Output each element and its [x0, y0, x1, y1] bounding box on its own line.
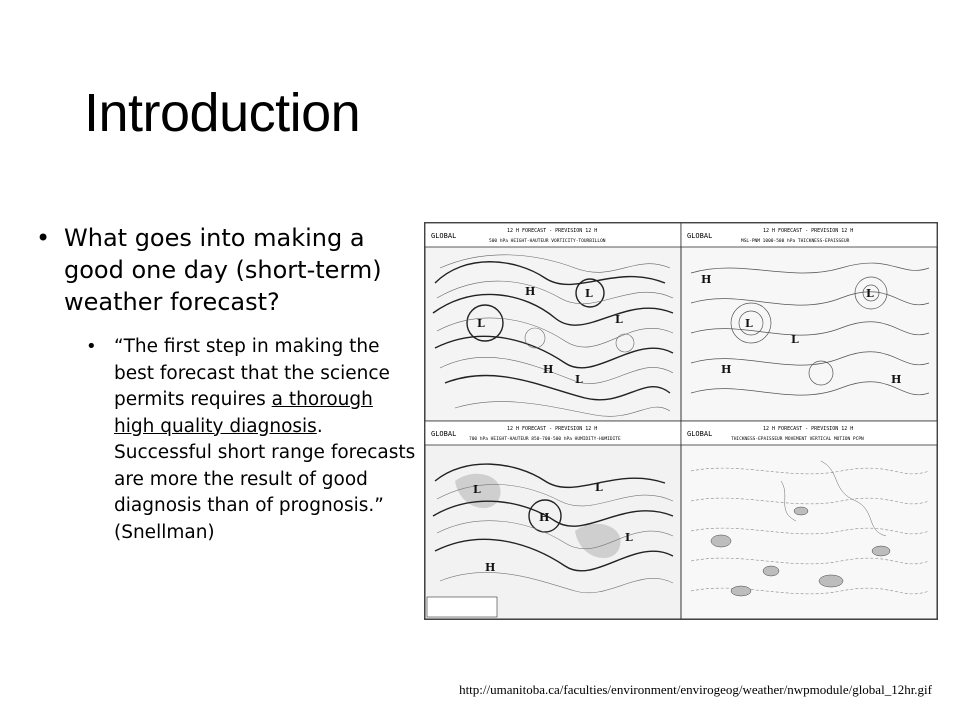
- sub-bullet-dot-icon: •: [86, 336, 97, 357]
- svg-text:H: H: [891, 373, 902, 386]
- svg-text:L: L: [595, 481, 603, 494]
- panel-sub: 700 hPa HEIGHT-HAUTEUR 850-700-500 hPa HUMIDITY-HUMIDITE: [469, 437, 621, 442]
- panel-header: 12 H FORECAST - PREVISION 12 H: [763, 426, 854, 432]
- bullet-dot-icon: •: [36, 224, 51, 252]
- svg-text:L: L: [866, 287, 874, 300]
- svg-text:H: H: [525, 285, 536, 298]
- forecast-chart-grid: [425, 223, 937, 619]
- quote-underlined: a thorough high quality diagnosis: [114, 389, 373, 437]
- bullet-item-1: [38, 222, 408, 318]
- svg-text:H: H: [485, 561, 496, 574]
- quote-part-2: . Successful short range forecasts are more the result of good diagnosis than of prognosis.” (Snellman): [114, 415, 416, 543]
- svg-text:H: H: [539, 511, 550, 524]
- weather-forecast-map: [424, 222, 938, 620]
- svg-text:L: L: [791, 333, 799, 346]
- panel-sub: THICKNESS-EPAISSEUR MOVEMENT VERTICAL MOTION PCPN: [731, 437, 864, 442]
- panel-header: 12 H FORECAST - PREVISION 12 H: [763, 228, 854, 234]
- quote-text: [114, 334, 416, 546]
- panel-header: 12 H FORECAST - PREVISION 12 H: [507, 228, 598, 234]
- svg-text:L: L: [625, 531, 633, 544]
- svg-text:H: H: [701, 273, 712, 286]
- panel-tag: GLOBAL: [687, 430, 713, 438]
- panel-700hpa: [425, 421, 681, 619]
- panel-tag: GLOBAL: [431, 232, 457, 240]
- quote-part-1: “The first step in making the best forecast that the science permits requires: [114, 336, 390, 410]
- svg-text:L: L: [745, 317, 753, 330]
- sub-bullet-quote: [86, 334, 416, 546]
- svg-text:L: L: [575, 373, 583, 386]
- panel-tag: GLOBAL: [431, 430, 457, 438]
- panel-header: 12 H FORECAST - PREVISION 12 H: [507, 426, 598, 432]
- slide-title: Introduction: [84, 83, 361, 143]
- panel-tag: GLOBAL: [687, 232, 713, 240]
- source-url: http://umanitoba.ca/faculties/environment/envirogeog/weather/nwpmodule/global_12hr.gif: [459, 682, 932, 697]
- svg-text:L: L: [477, 317, 485, 330]
- svg-text:H: H: [543, 363, 554, 376]
- svg-text:L: L: [473, 483, 481, 496]
- bullet-text-1: What goes into making a good one day (short-term) weather forecast?: [64, 224, 382, 316]
- panel-msl: [681, 223, 937, 421]
- panel-sub: MSL-PNM 1000-500 hPa THICKNESS-EPAISSEUR: [741, 239, 850, 244]
- svg-text:L: L: [615, 313, 623, 326]
- svg-text:L: L: [585, 287, 593, 300]
- panel-sub: 500 hPa HEIGHT-HAUTEUR VORTICITY-TOURBILLON: [489, 239, 606, 244]
- svg-text:H: H: [721, 363, 732, 376]
- panel-thickness: [681, 421, 937, 619]
- panel-500hpa: [425, 223, 681, 421]
